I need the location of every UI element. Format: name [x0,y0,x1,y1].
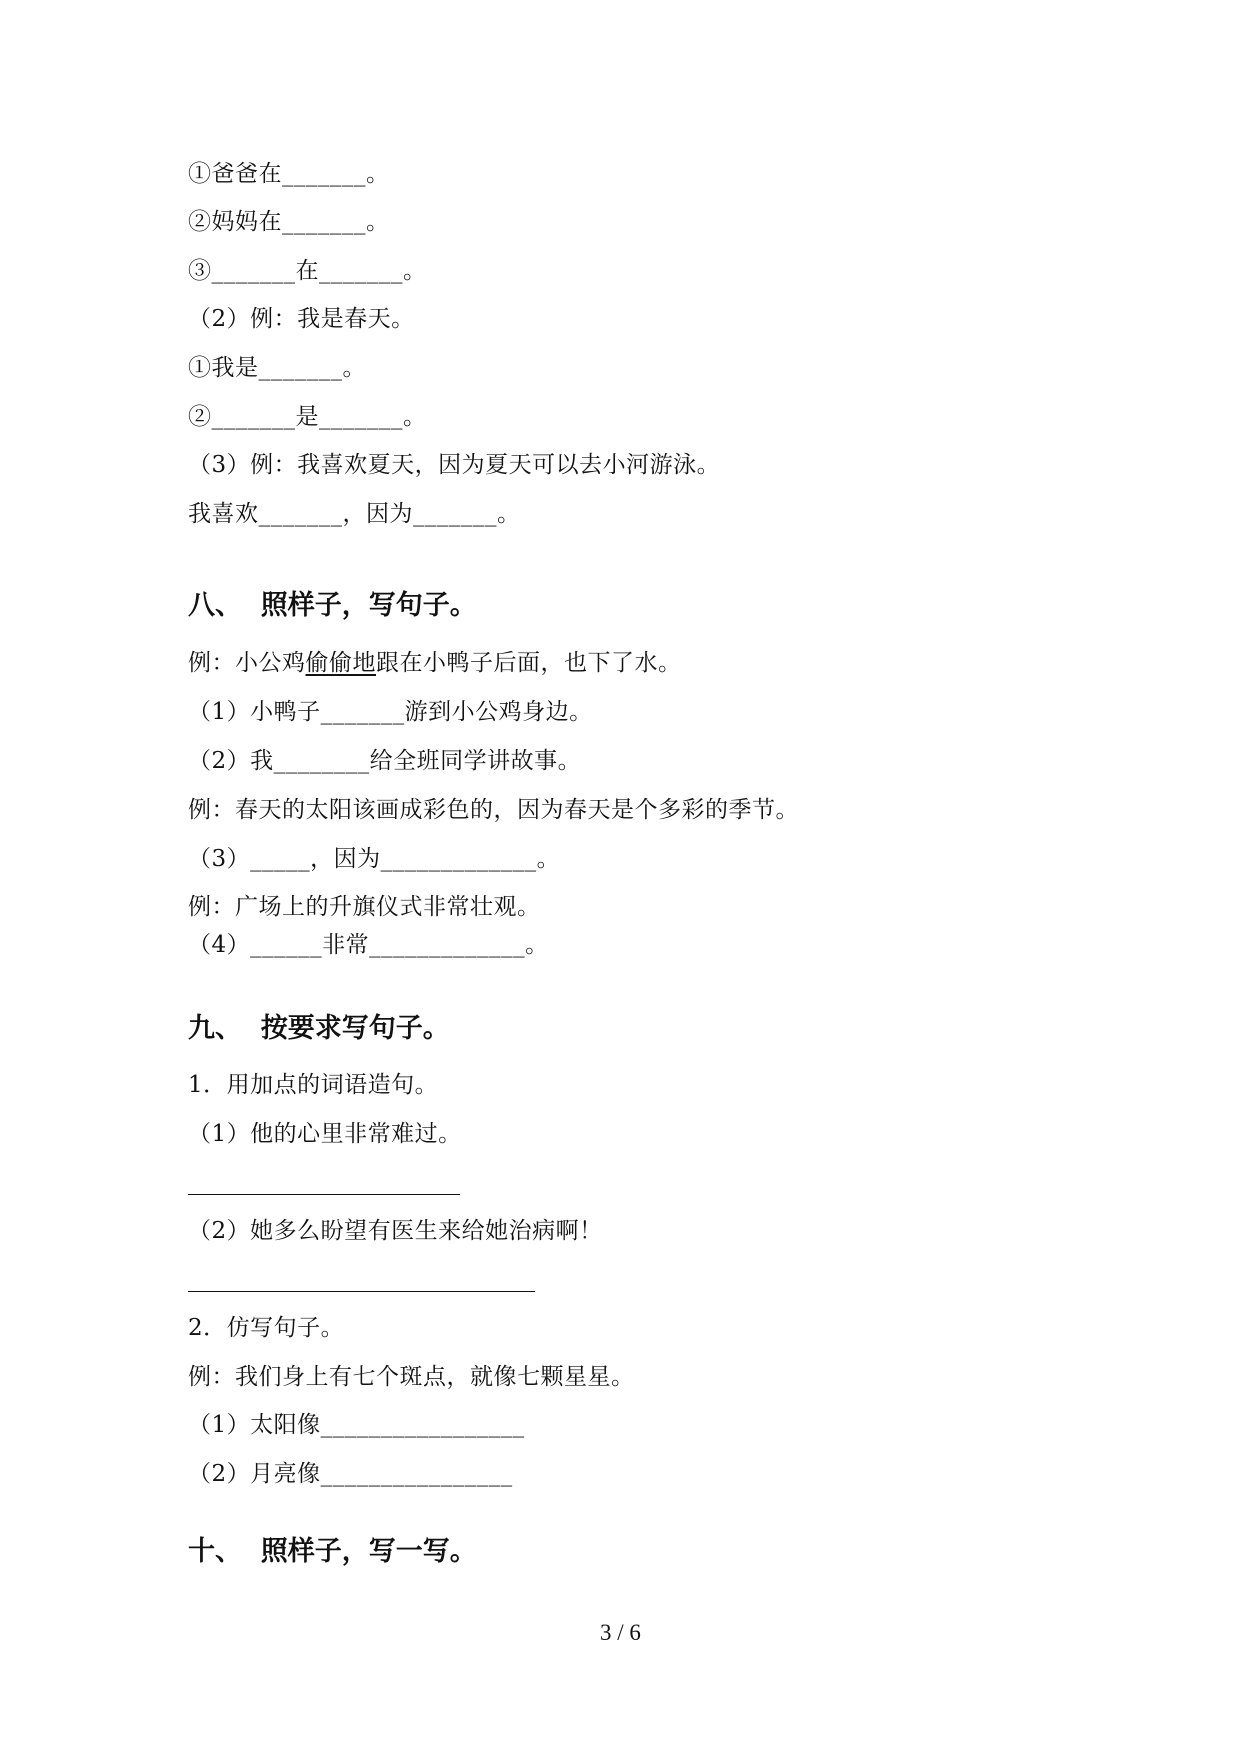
example-1-prefix: 例：小公鸡 [188,650,306,676]
page-number: 3 / 6 [600,1620,641,1645]
section-9-part-2: 2．仿写句子。 [188,1315,345,1341]
line-3: ③_______在_______。 [188,258,427,284]
section-8-example-3: 例：广场上的升旗仪式非常壮观。 [188,894,541,920]
section-8-question-1: （1）小鸭子_______游到小公鸡身边。 [188,699,593,725]
section-9-part-2-question-1: （1）太阳像_________________ [188,1412,525,1438]
example-1-suffix: 跟在小鸭子后面，也下了水。 [376,650,682,676]
section-8-example-1 [188,648,682,678]
section-8-title: 八、 照样子，写句子。 [188,590,477,621]
line-8: 我喜欢_______，因为_______。 [188,501,521,527]
answer-line-1 [188,1194,460,1195]
section-8-question-3: （3）_____，因为_____________。 [188,846,561,872]
section-9-part-1-question-1: （1）他的心里非常难过。 [188,1121,462,1147]
section-9-title: 九、 按要求写句子。 [188,1013,450,1044]
section-8-example-2: 例：春天的太阳该画成彩色的，因为春天是个多彩的季节。 [188,797,799,823]
line-2: ②妈妈在_______。 [188,209,390,235]
answer-line-2 [188,1291,535,1292]
line-6: ②_______是_______。 [188,404,427,430]
section-9-part-2-example: 例：我们身上有七个斑点，就像七颗星星。 [188,1364,635,1390]
line-5: ①我是_______。 [188,355,366,381]
section-8-question-2: （2）我________给全班同学讲故事。 [188,748,582,774]
section-9-part-1-question-2: （2）她多么盼望有医生来给她治病啊！ [188,1218,603,1244]
section-8-question-4: （4）______非常_____________。 [188,932,549,958]
line-1: ①爸爸在_______。 [188,161,390,187]
section-9-part-2-question-2: （2）月亮像________________ [188,1461,513,1487]
section-10-title: 十、 照样子，写一写。 [188,1536,477,1567]
line-7: （3）例：我喜欢夏天，因为夏天可以去小河游泳。 [188,452,721,478]
section-9-part-1: 1．用加点的词语造句。 [188,1072,439,1098]
example-1-underlined-word: 偷偷地 [305,650,376,676]
line-4: （2）例：我是春天。 [188,306,415,332]
